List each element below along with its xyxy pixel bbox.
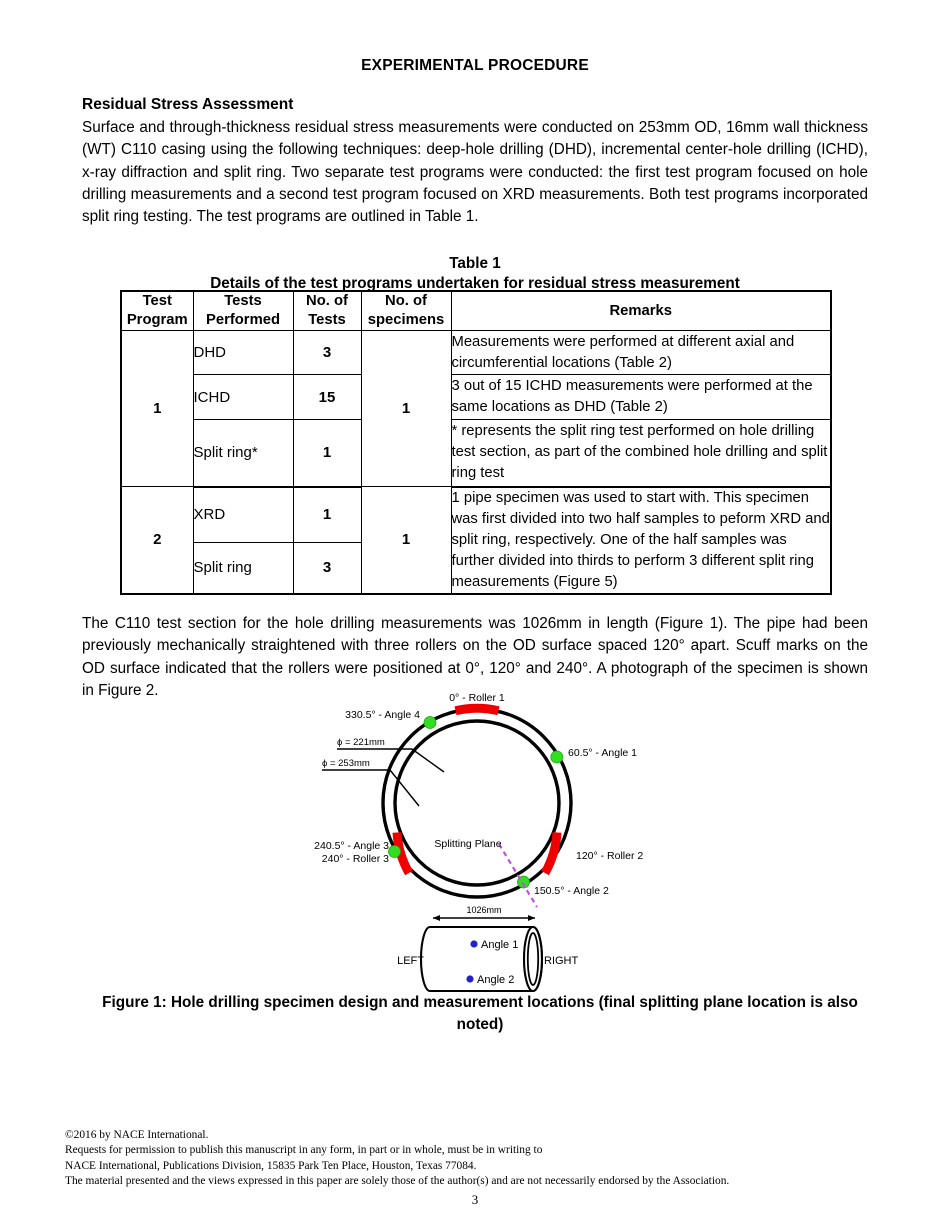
figure-1-caption: Figure 1: Hole drilling specimen design and measurement locations (final splitting plane location is also noted) xyxy=(102,994,858,1033)
table-caption xyxy=(0,254,950,294)
cell-remarks: * represents the split ring test performed on hole drilling test section, as part of the combined hole drilling and split ring test xyxy=(451,420,831,487)
splitting-plane-label: Splitting Plane xyxy=(434,838,502,850)
table-row xyxy=(121,331,831,375)
angle-1-cylinder-dot xyxy=(470,940,477,947)
footer-line: NACE International, Publications Division, 15835 Park Ten Place, Houston, Texas 77084. xyxy=(65,1159,477,1172)
page-title: EXPERIMENTAL PROCEDURE xyxy=(361,57,589,74)
cylinder-angle-1-label: Angle 1 xyxy=(481,939,519,951)
cell-no-of-tests: 1 xyxy=(293,487,361,543)
cell-remarks: 3 out of 15 ICHD measurements were performed at the same locations as DHD (Table 2) xyxy=(451,375,831,420)
inner-diameter-circle xyxy=(395,721,559,885)
table-header-row xyxy=(121,291,831,331)
angle-2-cylinder-dot xyxy=(466,975,473,982)
table-row xyxy=(121,487,831,543)
angle-3-label: 240.5° - Angle 3 xyxy=(314,840,389,852)
cell-tests-performed: Split ring xyxy=(193,543,293,594)
angle-1-dot xyxy=(551,751,563,763)
cylinder-left-label: LEFT xyxy=(397,955,424,967)
angle-measurement-dots xyxy=(389,717,563,889)
angle-1-label: 60.5° - Angle 1 xyxy=(568,747,637,759)
table-1 xyxy=(120,290,832,595)
roller-3-label: 240° - Roller 3 xyxy=(321,853,389,865)
roller-2-label: 120° - Roller 2 xyxy=(576,850,644,862)
footer-line: The material presented and the views expressed in this paper are solely those of the author(s) and are not necessarily endorsed by the Association. xyxy=(65,1175,730,1188)
footer-line: Requests for permission to publish this manuscript in any form, in part or in whole, must be in writing to xyxy=(65,1144,543,1157)
cell-test-program: 2 xyxy=(121,487,193,594)
splitting-plane-line xyxy=(499,844,537,907)
cell-tests-performed: DHD xyxy=(193,331,293,375)
roller-1-mark xyxy=(456,708,499,710)
cell-test-program: 1 xyxy=(121,331,193,487)
inner-dia-leader-d xyxy=(412,749,444,772)
table-1-wrapper xyxy=(120,290,830,595)
cell-no-of-tests: 3 xyxy=(293,331,361,375)
cylinder-length-dimension xyxy=(433,915,535,921)
cell-remarks: 1 pipe specimen was used to start with. This specimen was first divided into two half samples to peform XRD and split ring, respectively. One of the half samples was further divided into thirds to perform 3 different split ring measurements (Figure 5) xyxy=(451,487,831,594)
col-header-remarks: Remarks xyxy=(451,291,831,331)
test-section-paragraph: The C110 test section for the hole drilling measurements was 1026mm in length (Figure 1). The pipe had been previously mechanically straightened with three rollers on the OD surface spaced 120° apart. Scuff marks on the OD surface indicated that the rollers were positioned at 0°, 120° and 240°. A photograph of the specimen is shown in Figure 2. xyxy=(82,615,868,699)
cylinder-angle-2-label: Angle 2 xyxy=(477,974,515,986)
table-number: Table 1 xyxy=(449,255,501,272)
angle-4-label: 330.5° - Angle 4 xyxy=(345,709,420,721)
cell-no-of-tests: 15 xyxy=(293,375,361,420)
table-row xyxy=(121,375,831,420)
outer-diameter-label: ϕ = 253mm xyxy=(322,758,370,769)
cell-no-of-tests: 3 xyxy=(293,543,361,594)
intro-paragraph: Surface and through-thickness residual stress measurements were conducted on 253mm OD, 16mm wall thickness (WT) C110 casing using the following techniques: deep-hole drilling (DHD), incremental center-hole drilling (ICHD), x-ray diffraction and split ring. Two separate test programs were conducted: the first test program focused on hole drilling measurements and a second test program focused on XRD measurements. Both test programs incorporated split ring testing. The test programs are outlined in Table 1. xyxy=(82,119,868,226)
cell-no-of-specimens: 1 xyxy=(361,331,451,487)
cell-tests-performed: XRD xyxy=(193,487,293,543)
arrow-right-icon xyxy=(528,915,535,921)
figure-1-graphic xyxy=(0,686,950,996)
angle-2-label: 150.5° - Angle 2 xyxy=(534,885,609,897)
cell-tests-performed: ICHD xyxy=(193,375,293,420)
cell-no-of-tests: 1 xyxy=(293,420,361,487)
footer-line: ©2016 by NACE International. xyxy=(65,1129,209,1141)
cell-tests-performed: Split ring* xyxy=(193,420,293,487)
cell-no-of-specimens: 1 xyxy=(361,487,451,594)
angle-3-dot xyxy=(389,846,401,858)
page-number: 3 xyxy=(471,1192,479,1207)
cell-remarks: Measurements were performed at different axial and circumferential locations (Table 2) xyxy=(451,331,831,375)
cylinder-right-label: RIGHT xyxy=(544,955,579,967)
roller-1-label: 0° - Roller 1 xyxy=(449,692,505,704)
col-header-test-program: Test Program xyxy=(121,291,193,331)
col-header-no-of-tests: No. of Tests xyxy=(293,291,361,331)
cylinder-length-label: 1026mm xyxy=(466,905,502,915)
section-heading: Residual Stress Assessment xyxy=(82,96,294,113)
table-caption-text: Details of the test programs undertaken for residual stress measurement xyxy=(210,275,740,292)
col-header-tests-performed: Tests Performed xyxy=(193,291,293,331)
angle-4-dot xyxy=(424,717,436,729)
inner-diameter-label: ϕ = 221mm xyxy=(337,737,385,748)
arrow-left-icon xyxy=(433,915,440,921)
table-row xyxy=(121,420,831,487)
copyright-footer xyxy=(65,1128,865,1190)
col-header-no-of-specimens: No. of specimens xyxy=(361,291,451,331)
